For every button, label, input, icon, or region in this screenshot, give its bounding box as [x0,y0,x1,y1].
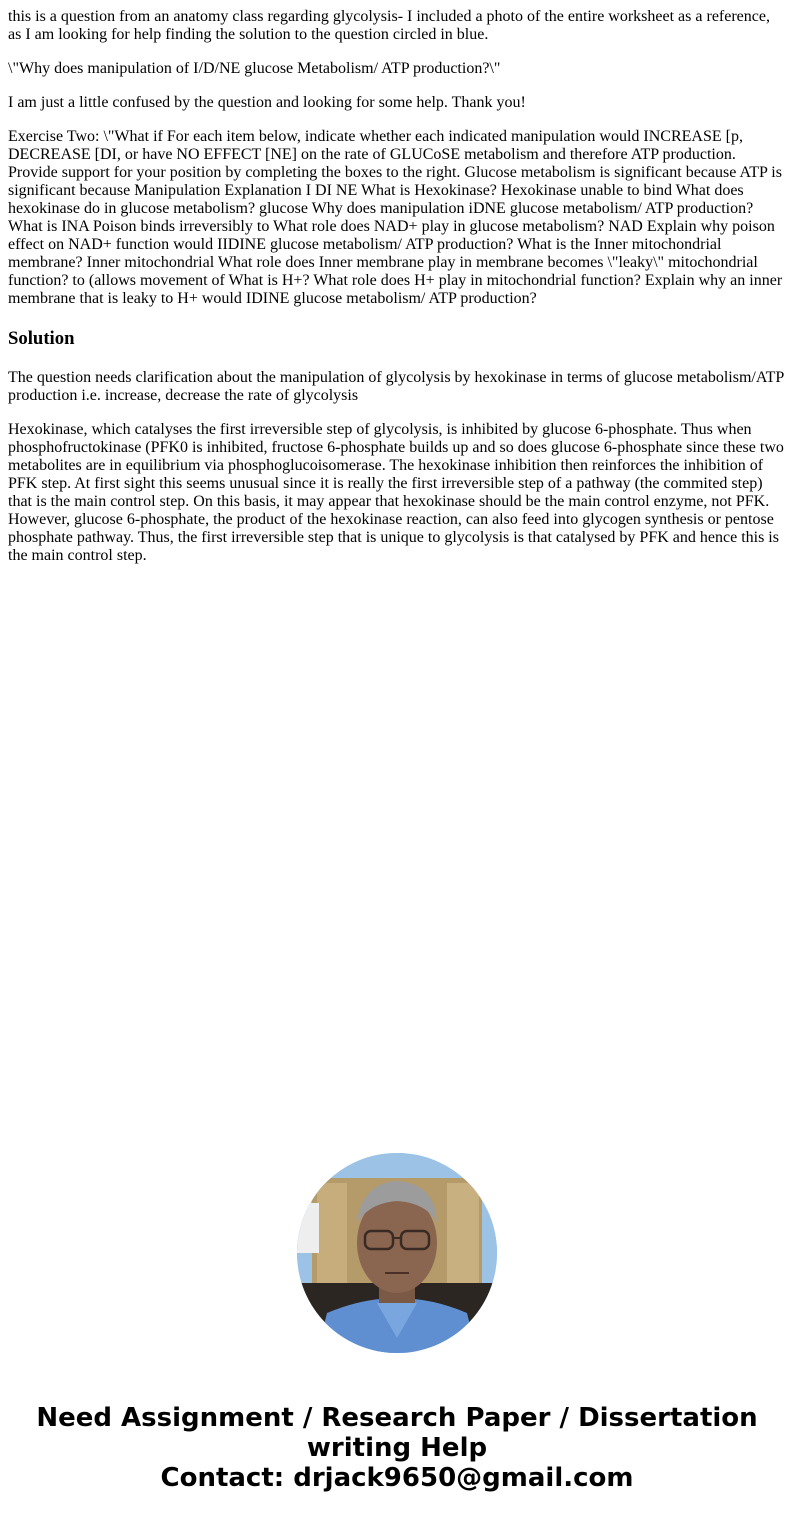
quoted-question: \"Why does manipulation of I/D/NE glucose Metabolism/ ATP production?\" [8,60,501,77]
solution-heading: Solution [8,328,75,349]
solution-paragraph-2: Hexokinase, which catalyses the first irreversible step of glycolysis, is inhibited by glucose 6-phosphate. Thus when phosphofructokinase (PFK0 is inhibited, fructose 6-phosphate builds up and so does glucose 6-phosphate since these two metabolites are in equilibrium via phosphoglucoisomerase. The hexokinase inhibition then reinforces the inhibition of PFK step. At first sight this seems unusual since it is really the first irreversible step of a pathway (the commited step) that is the main control step. On this basis, it may appear that hexokinase should be the main control enzyme, not PFK. However, glucose 6-phosphate, the product of the hexokinase reaction, can also feed into glycogen synthesis or pentose phosphate pathway. Thus, the first irreversible step that is unique to glycolysis is that catalysed by PFK and hence this is the main control step. [8,421,784,564]
person-portrait-icon [297,1153,497,1353]
promo-line-1: Need Assignment / Research Paper / Dissertation [36,1403,758,1433]
question-intro: this is a question from an anatomy class regarding glycolysis- I included a photo of the entire worksheet as a reference, as I am looking for help finding the solution to the question circled in blue. [8,8,770,43]
avatar [297,1153,497,1353]
help-request: I am just a little confused by the question and looking for some help. Thank you! [8,94,526,111]
promo-contact: Contact: drjack9650@gmail.com [160,1463,634,1493]
promo-banner [0,1403,794,1493]
promo-line-2: writing Help [306,1433,488,1463]
document-content [8,8,786,581]
solution-paragraph-1: The question needs clarification about the manipulation of glycolysis by hexokinase in terms of glucose metabolism/ATP production i.e. increase, decrease the rate of glycolysis [8,369,784,404]
exercise-text: Exercise Two: \"What if For each item below, indicate whether each indicated manipulation would INCREASE [p, DECREASE [DI, or have NO EFFECT [NE] on the rate of GLUCoSE metabolism and therefore ATP production. Provide support for your position by completing the boxes to the right. Glucose metabolism is significant because ATP is significant because Manipulation Explanation I DI NE What is Hexokinase? Hexokinase unable to bind What does hexokinase do in glucose metabolism? glucose Why does manipulation iDNE glucose metabolism/ ATP production? What is INA Poison binds irreversibly to What role does NAD+ play in glucose metabolism? NAD Explain why poison effect on NAD+ function would IIDINE glucose metabolism/ ATP production? What is the Inner mitochondrial membrane? Inner mitochondrial What role does Inner membrane play in membrane becomes \"leaky\" mitochondrial function? to (allows movement of What is H+? What role does H+ play in mitochondrial function? Explain why an inner membrane that is leaky to H+ would IDINE glucose metabolism/ ATP production? [8,128,783,307]
